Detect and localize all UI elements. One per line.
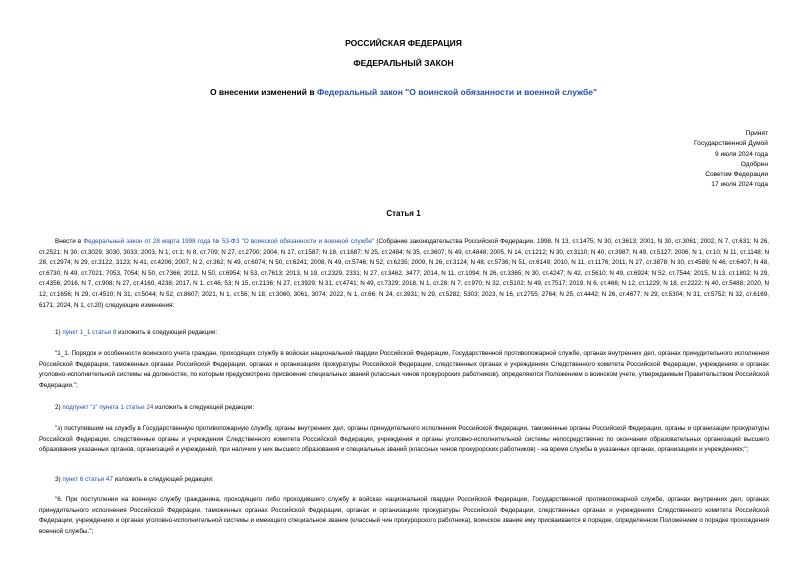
intro-law-link[interactable]: Федеральный закон от 28 марта 1998 года № 53-ФЗ "О воинской обязанности и военной службе" bbox=[83, 238, 375, 245]
approval-line: Одобрен bbox=[740, 160, 768, 168]
item-link[interactable]: подпункт "з" пункта 1 статьи 24 bbox=[62, 404, 154, 411]
article-heading: Статья 1 bbox=[386, 209, 421, 218]
item-link[interactable]: пункт 1_1 статьи 8 bbox=[62, 329, 117, 336]
item-1 bbox=[39, 328, 769, 339]
item-text: изложить в следующей редакции: bbox=[153, 404, 255, 411]
item-link[interactable]: пункт 6 статьи 47 bbox=[62, 476, 113, 483]
law-title bbox=[0, 87, 807, 97]
item-3 bbox=[39, 475, 769, 486]
approval-date: 17 июля 2024 года bbox=[711, 181, 768, 189]
item-number: 3) bbox=[55, 476, 63, 483]
item-number: 1) bbox=[55, 329, 63, 336]
law-title-prefix: О внесении изменений в bbox=[209, 87, 317, 97]
article-intro bbox=[39, 237, 769, 311]
item-text: изложить в следующей редакции: bbox=[112, 476, 214, 483]
law-kind-heading: ФЕДЕРАЛЬНЫЙ ЗАКОН bbox=[353, 58, 454, 68]
item-text: изложить в следующей редакции: bbox=[116, 329, 218, 336]
item-number: 2) bbox=[55, 404, 63, 411]
approval-line: Советом Федерации bbox=[705, 171, 768, 179]
adoption-date: 9 июля 2024 года bbox=[714, 150, 768, 158]
intro-prefix: Внести в bbox=[55, 238, 84, 245]
item-3-quote: "6. При поступлении на военную службу гражданина, проходящего либо проходившего службу в войсках национальной гвардии Российской Федерации, Государственной противопожарной службе, органах внутренних дел, органах принудительного исполнения Российской Федерации, таможенных органах Российской Федерации, органах и организациях прокуратуры Российской Федерации, следственных органах и учреждениях Следственного комитета Российской Федерации, учреждениях и органах уголовно-исполнительной системы и имеющего специальное звание (классный чин прокурорского работника), воинское звание ему присваивается в порядке, определенном Положением о порядке прохождения военной службы."; bbox=[39, 496, 769, 535]
adoption-block bbox=[694, 129, 768, 191]
item-1-quote: "1_1. Порядок и особенности воинского учета граждан, проходящих службу в войсках национальной гвардии Российской Федерации, Государственной противопожарной службе, органах внутренних дел, органах принудительного исполнения Российской Федерации, таможенных органах Российской Федерации, органах и организациях прокуратуры Российской Федерации, следственных органах и учреждениях Следственного комитета Российской Федерации, учреждениях и органах уголовно-исполнительной системы на должностях, по которым предусмотрено присвоение специальных званий (классных чинов прокурорских работников), определяются Положением о воинском учете, утверждаемым Правительством Российской Федерации."; bbox=[39, 350, 769, 389]
item-2-quote: "з) поступившим на службу в Государственную противопожарную службу, органы внутренних дел, органы принудительного исполнения Российской Федерации, таможенные органы Российской Федерации, органы и организации прокуратуры Российской Федерации, следственные органы и учреждения Следственного комитета Российской Федерации, учреждения и органы уголовно-исполнительной системы непосредственно по окончании образовательных организаций высшего образования указанных органов, организаций и учреждений, при наличии у них высшего образования и специальных званий (классных чинов прокурорских работников) - на время службы в указанных органах, организациях и учреждениях;"; bbox=[39, 425, 769, 454]
adoption-line: Государственной Думой bbox=[694, 140, 768, 148]
adoption-line: Принят bbox=[745, 130, 768, 137]
law-title-link[interactable]: Федеральный закон "О воинской обязанности и военной службе" bbox=[316, 87, 598, 97]
item-2 bbox=[39, 403, 769, 414]
intro-text: (Собрание законодательства Российской Федерации, 1998, N 13, ст.1475; N 30, ст.3613; 2001, N 30, ст.3061; 2002, N 7, ст.631; N 26, ст.2521; N 30, ст.3029, 3030, 3033; 2003, N 1, ст.1; N 8, ст.709; N 27, ст.2700; 2004, N 17, ст.1587; N 18, ст.1687; N 25, ст.2484; N 35, ст.3607; N 49, ст.4848; 2005, N 14, ст.1212; N 30, ст.3110; N 40, ст.3987; N 49, ст.5127; 2006, N 1, ст.10; N 11, ст.1148; N 28, ст.2974; N 29, ст.3122, 3123; N 41, ст.4206; 2007, N 2, ст.362; N 49, ст.6074; N 50, ст.6241; 2008, N 49, ст.5746; N 52, ст.6235; 2009, N 26, ст.3124; N 48, ст.5736; N 51, ст.6149; 2010, N 11, ст.1176; 2011, N 27, ст.3878; N 30, ст.4589; N 46, ст.6407; N 48, ст.6730; N 49, ст.7021, 7053, 7054; N 50, ст.7366; 2012, N 50, ст.6954; N 53, ст.7613; 2013, N 19, ст.2329, 2331; N 27, ст.3462, 3477; 2014, N 11, ст.1094; N 26, ст.3365; N 30, ст.4247; N 42, ст.5610; N 49, ст.6924; N 52, ст.7544; 2015, N 13, ст.1802; N 29, ст.4356; 2016, N 7, ст.908; N 27, ст.4160, 4238; 2017, N 1, ст.46, 53; N 15, ст.2136; N 27, ст.3929; N 31, ст.4741; N 49, ст.7329; 2018, N 1, ст.28; N 7, ст.970; N 32, ст.5102; N 49, ст.7517; 2019, N 6, ст.466; N 12, ст.1229; N 18, ст.2222; N 40, ст.5488; 2020, N 12, ст.1656; N 29, ст.4510; N 31, ст.5044; N 52, ст.8607; 2021, N 1, ст.56; N 18, ст.3060, 3061, 3074; 2022, N 1, ст.66; N 24, ст.3931; N 29, ст.5282, 5303; 2023, N 16, ст.2755; 2764; N 25, ст.4442; N 26, ст.4677; N 29, ст.5304; N 31, ст.5752; N 32, ст.6169, 6171; 2024, N 1, ст.20) следующие изменения: bbox=[39, 238, 769, 309]
country-heading: РОССИЙСКАЯ ФЕДЕРАЦИЯ bbox=[345, 38, 462, 48]
